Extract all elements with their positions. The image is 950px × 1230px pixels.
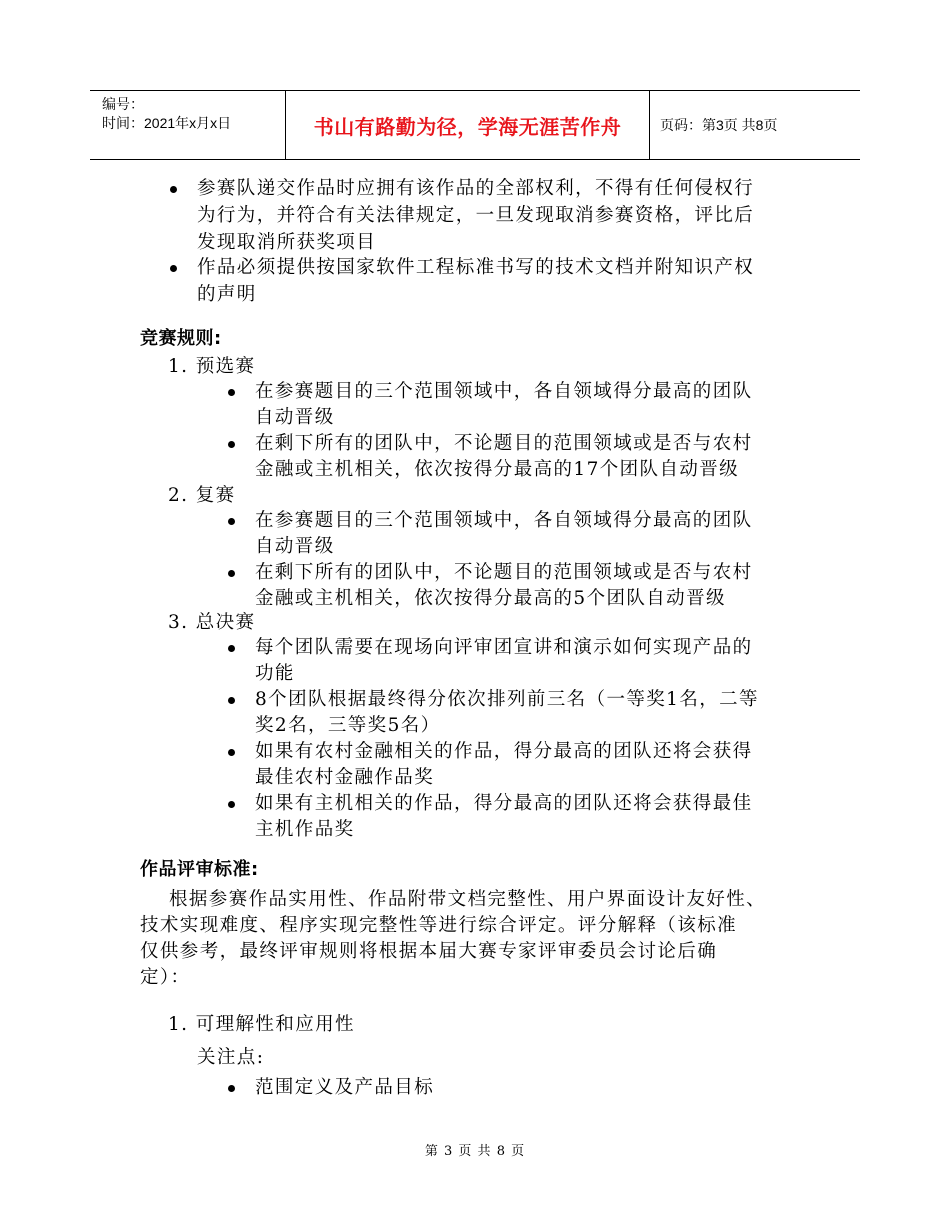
stage-title: 1. 预选赛 xyxy=(168,356,256,377)
body-line: 如果有主机相关的作品，得分最高的团队还将会获得最佳 xyxy=(255,793,753,814)
body-line: 根据参赛作品实用性、作品附带文档完整性、用户界面设计友好性、 xyxy=(169,889,767,910)
rules-heading: 竞赛规则: xyxy=(140,328,222,349)
body-line: 每个团队需要在现场向评审团宣讲和演示如何实现产品的 xyxy=(255,637,753,658)
body-line: 自动晋级 xyxy=(255,407,335,428)
body-line: 仅供参考，最终评审规则将根据本届大赛专家评审委员会讨论后确 xyxy=(140,941,718,962)
body-line: 的声明 xyxy=(197,284,257,305)
bullet-dot xyxy=(228,389,235,396)
body-line: 主机作品奖 xyxy=(255,819,355,840)
body-line: 定）： xyxy=(140,967,191,988)
criteria-item-title: 1. 可理解性和应用性 xyxy=(168,1014,355,1035)
header-meta xyxy=(90,91,286,159)
body-line: 范围定义及产品目标 xyxy=(255,1077,435,1098)
bullet-dot xyxy=(228,441,235,448)
header-page-label: 页码：第3页 共8页 xyxy=(660,117,778,133)
body-line: 参赛队递交作品时应拥有该作品的全部权利，不得有任何侵权行 xyxy=(197,178,755,199)
bullet-dot xyxy=(228,801,235,808)
body-line: 技术实现难度、程序实现完整性等进行综合评定。评分解释（该标准 xyxy=(140,915,738,936)
header-number-label: 编号： xyxy=(102,96,144,112)
body-line: 功能 xyxy=(255,663,295,684)
bullet-dot xyxy=(228,570,235,577)
focus-label: 关注点: xyxy=(197,1047,265,1068)
body-line: 为行为，并符合有关法律规定，一旦发现取消参赛资格，评比后 xyxy=(197,205,755,226)
body-line: 8个团队根据最终得分依次排列前三名（一等奖1名，二等 xyxy=(255,689,759,710)
body-line: 在剩下所有的团队中，不论题目的范围领域或是否与农村 xyxy=(255,562,753,583)
body-line: 最佳农村金融作品奖 xyxy=(255,767,435,788)
stage-title: 3. 总决赛 xyxy=(168,612,256,633)
page-header xyxy=(90,90,860,160)
body-line: 金融或主机相关，依次按得分最高的17个团队自动晋级 xyxy=(255,459,740,480)
body-line: 在剩下所有的团队中，不论题目的范围领域或是否与农村 xyxy=(255,433,753,454)
header-date-label: 时间：2021年x月x日 xyxy=(102,115,232,131)
body-line: 奖2名，三等奖5名） xyxy=(255,715,441,736)
page-footer: 第 3 页 共 8 页 xyxy=(424,1144,526,1159)
body-line: 如果有农村金融相关的作品，得分最高的团队还将会获得 xyxy=(255,741,753,762)
bullet-dot xyxy=(228,645,235,652)
body-line: 作品必须提供按国家软件工程标准书写的技术文档并附知识产权 xyxy=(197,257,755,278)
body-line: 金融或主机相关，依次按得分最高的5个团队自动晋级 xyxy=(255,588,726,609)
body-line: 在参赛题目的三个范围领域中，各自领域得分最高的团队 xyxy=(255,510,753,531)
bullet-dot xyxy=(228,697,235,704)
bullet-dot xyxy=(228,749,235,756)
bullet-dot xyxy=(228,1085,235,1092)
body-line: 自动晋级 xyxy=(255,536,335,557)
stage-title: 2. 复赛 xyxy=(168,485,236,506)
body-line: 发现取消所获奖项目 xyxy=(197,232,377,253)
bullet-dot xyxy=(228,518,235,525)
criteria-heading: 作品评审标准: xyxy=(140,859,259,880)
header-motto: 书山有路勤为径，学海无涯苦作舟 xyxy=(286,91,650,159)
bullet-dot xyxy=(170,265,177,272)
body-line: 在参赛题目的三个范围领域中，各自领域得分最高的团队 xyxy=(255,381,753,402)
bullet-dot xyxy=(170,186,177,193)
